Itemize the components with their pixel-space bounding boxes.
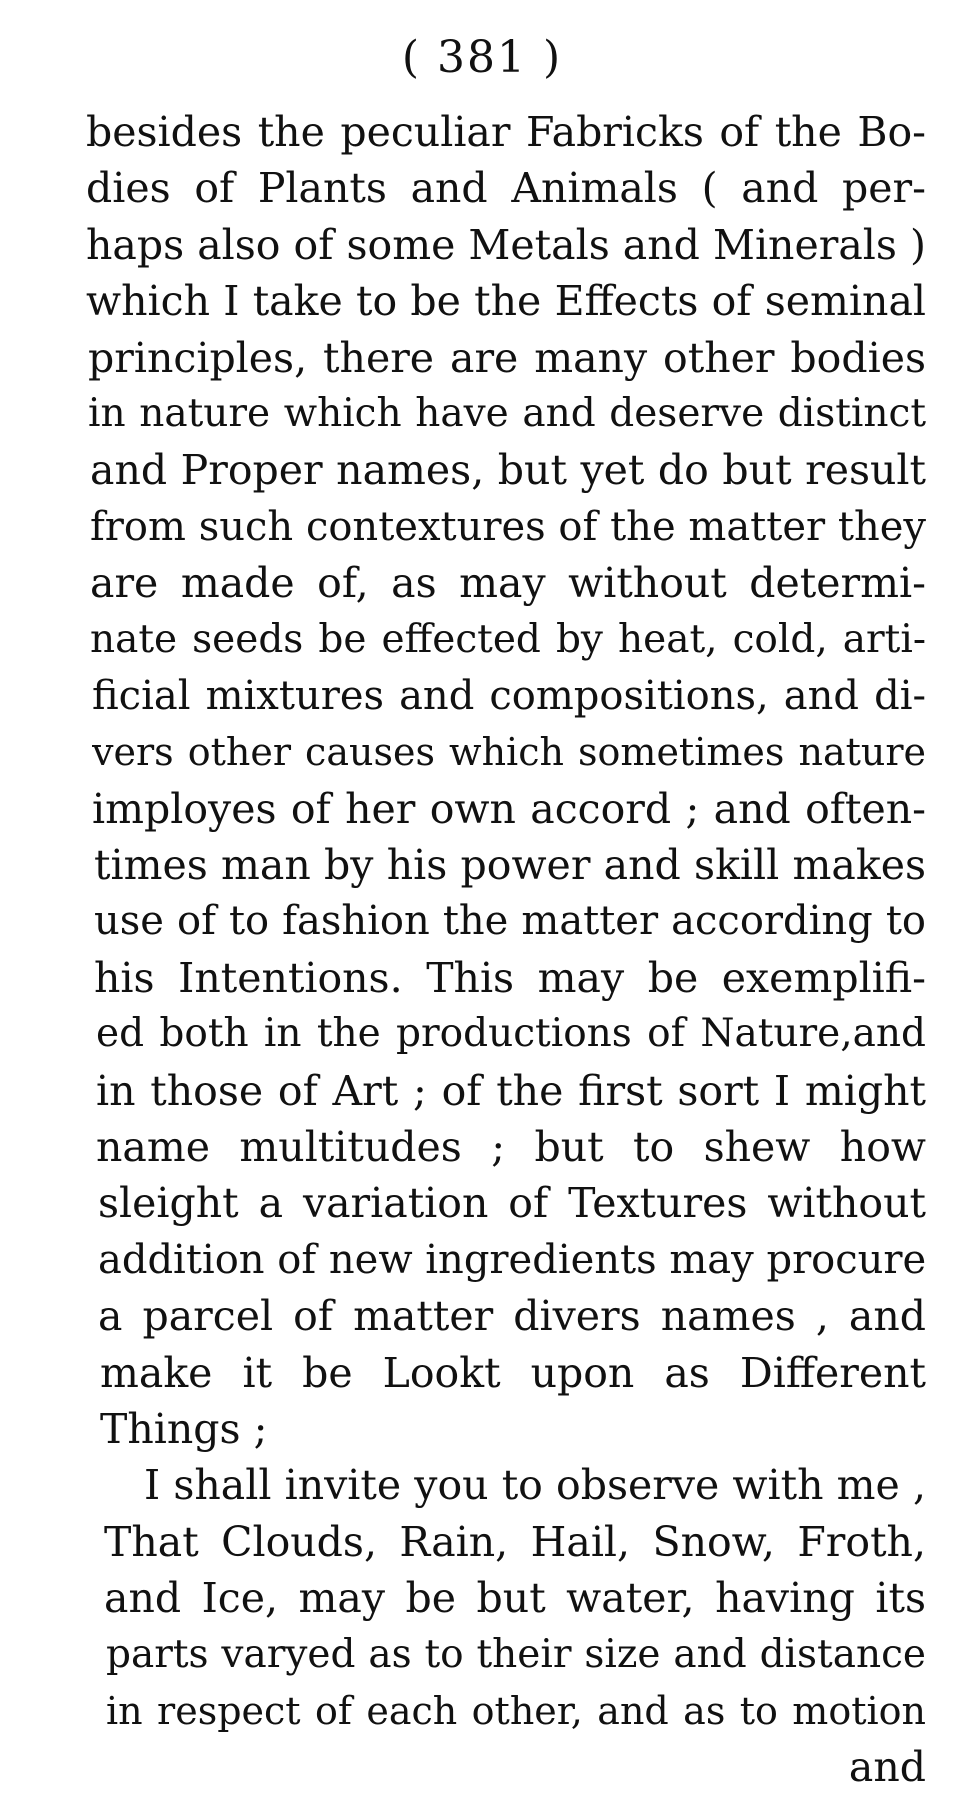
text-line: dies of Plants and Animals ( and per- <box>86 164 926 213</box>
text-line: Things ; <box>100 1404 268 1453</box>
text-line: parts varyed as to their size and distance <box>106 1631 926 1677</box>
text-line: use of to fashion the matter according to <box>94 898 926 945</box>
text-line: imployes of her own accord ; and often- <box>92 784 926 833</box>
text-line: I shall invite you to observe with me , <box>144 1461 926 1510</box>
text-line: besides the peculiar Fabricks of the Bo- <box>86 108 926 156</box>
text-line: and Proper names, but yet do but result <box>90 446 926 495</box>
text-line: addition of new ingredients may procure <box>98 1236 926 1283</box>
text-line: name multitudes ; but to shew how <box>96 1123 926 1172</box>
text-line: in those of Art ; of the first sort I might <box>96 1066 926 1115</box>
text-line: his Intentions. This may be exemplifi- <box>94 953 926 1002</box>
page-number: ( 381 ) <box>401 32 563 83</box>
text-line: are made of, as may without determi- <box>90 559 926 608</box>
text-line: ed both in the productions of Nature,and <box>96 1011 926 1057</box>
text-line: That Clouds, Rain, Hail, Snow, Froth, <box>104 1517 926 1566</box>
text-line: and Ice, may be but water, having its <box>104 1574 926 1623</box>
body-text <box>86 104 926 1796</box>
text-line: sleight a variation of Textures without <box>98 1179 926 1228</box>
text-line: which I take to be the Effects of seminal <box>86 277 926 326</box>
text-line: ficial mixtures and compositions, and di- <box>92 672 926 719</box>
catchword: and <box>848 1743 926 1792</box>
text-line: make it be Lookt upon as Different <box>100 1348 926 1397</box>
text-line: in respect of each other, and as to motion <box>106 1688 926 1733</box>
text-line: a parcel of matter divers names , and <box>98 1292 926 1341</box>
text-line: haps also of some Metals and Minerals ) <box>86 220 926 269</box>
text-line: vers other causes which sometimes nature <box>92 730 926 775</box>
text-line: times man by his power and skill makes <box>94 841 926 890</box>
text-line: nate seeds be effected by heat, cold, arti- <box>90 616 926 662</box>
text-line: in nature which have and deserve distinct <box>88 390 926 436</box>
text-line: from such contextures of the matter they <box>90 503 926 550</box>
text-line: principles, there are many other bodies <box>88 333 926 382</box>
